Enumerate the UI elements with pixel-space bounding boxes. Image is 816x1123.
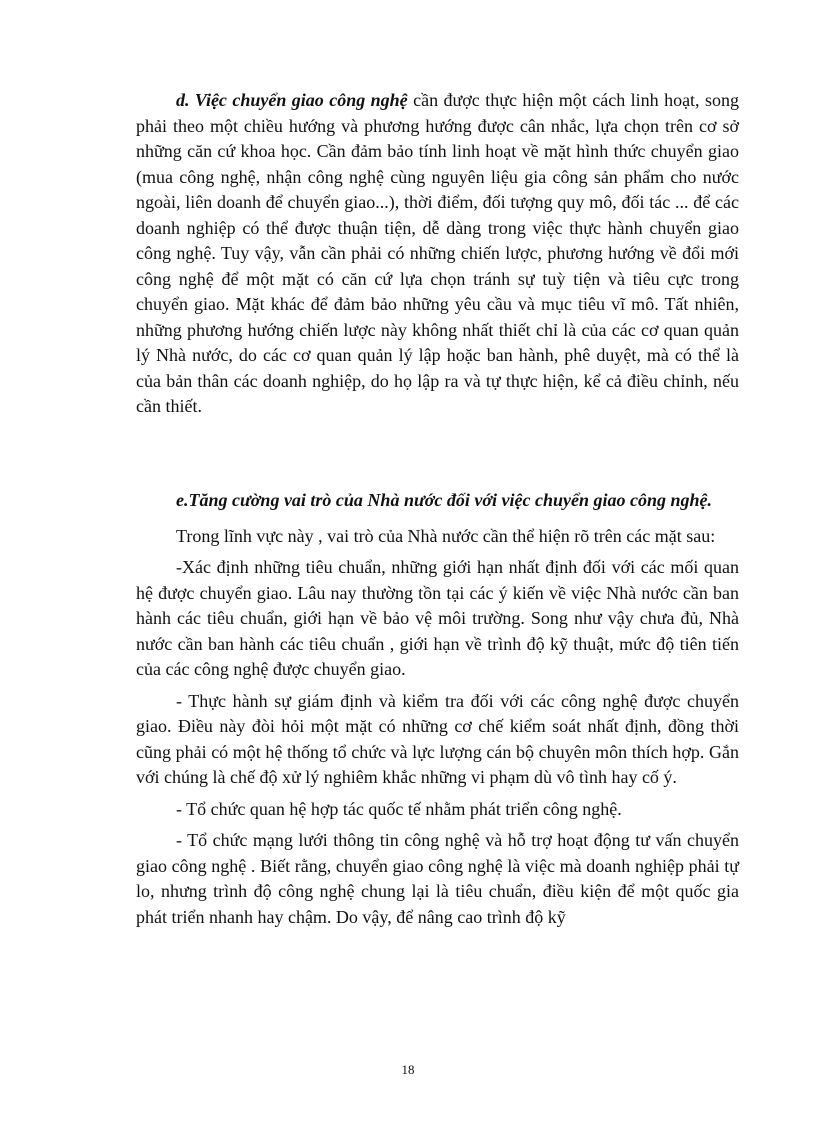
document-page — [136, 88, 739, 1068]
section-e-item-2: - Thực hành sự giám định và kiểm tra đối với các công nghệ được chuyển giao. Điều này đòi hỏi một mặt có những cơ chế kiểm soát nhất định, đồng thời cũng phải có một hệ thống tổ chức và lực lượng cán bộ chuyên môn thích hợp. Gắn với chúng là chế độ xử lý nghiêm khắc những vi phạm dù vô tình hay cố ý. — [136, 690, 739, 787]
section-e-item-4: - Tổ chức mạng lưới thông tin công nghệ và hỗ trợ hoạt động tư vấn chuyển giao công nghệ . Biết rằng, chuyển giao công nghệ là việc mà doanh nghiệp phải tự lo, nhưng trình độ công nghệ chung lại là tiêu chuẩn, điều kiện để một quốc gia phát triển nhanh hay chậm. Do vậy, để nâng cao trình độ kỹ — [136, 830, 739, 927]
section-d-text: cần được thực hiện một cách linh hoạt, song phải theo một chiều hướng và phương hướng được cân nhắc, lựa chọn trên cơ sở những căn cứ khoa học. Cần đảm bảo tính linh hoạt về mặt hình thức chuyển giao (mua công nghệ, nhận công nghệ cùng nguyên liệu gia công sản phẩm cho nước ngoài, liên doanh để chuyển giao...), thời điểm, đối tượng quy mô, đối tác ... để các doanh nghiệp có thể được thuận tiện, dễ dàng trong việc thực hành chuyển giao công nghệ. Tuy vậy, vẫn cần phải có những chiến lược, phương hướng về đổi mới công nghệ để một mặt có căn cứ lựa chọn tránh sự tuỳ tiện và tiêu cực trong chuyển giao. Mặt khác để đảm bảo những yêu cầu và mục tiêu vĩ mô. Tất nhiên, những phương hướng chiến lược này không nhất thiết chỉ là của các cơ quan quản lý Nhà nước, do các cơ quan quản lý lập hoặc ban hành, phê duyệt, mà có thể là của bản thân các doanh nghiệp, do họ lập ra và tự thực hiện, kể cả điều chỉnh, nếu cần thiết. — [136, 90, 739, 416]
section-e-heading: e.Tăng cường vai trò của Nhà nước đối với việc chuyển giao công nghệ. — [176, 489, 713, 510]
section-e-intro: Trong lĩnh vực này , vai trò của Nhà nước cần thể hiện rõ trên các mặt sau: — [176, 525, 716, 546]
section-e-item-3: - Tổ chức quan hệ hợp tác quốc tế nhằm phát triển công nghệ. — [176, 798, 622, 819]
section-gap — [136, 420, 739, 487]
section-e-item-1: -Xác định những tiêu chuẩn, những giới hạn nhất định đối với các mối quan hệ được chuyển giao. Lâu nay thường tồn tại các ý kiến về việc Nhà nước cần ban hành các tiêu chuẩn, giới hạn về bảo vệ môi trường. Song như vậy chưa đủ, Nhà nước cần ban hành các tiêu chuẩn , giới hạn về trình độ kỹ thuật, mức độ tiên tiến của các công nghệ được chuyển giao. — [136, 557, 739, 679]
page-number: 18 — [401, 1062, 415, 1077]
section-d-lead: d. Việc chuyển giao công nghệ — [176, 90, 408, 110]
heading-gap — [136, 514, 739, 524]
paragraph-section-d — [136, 88, 739, 420]
